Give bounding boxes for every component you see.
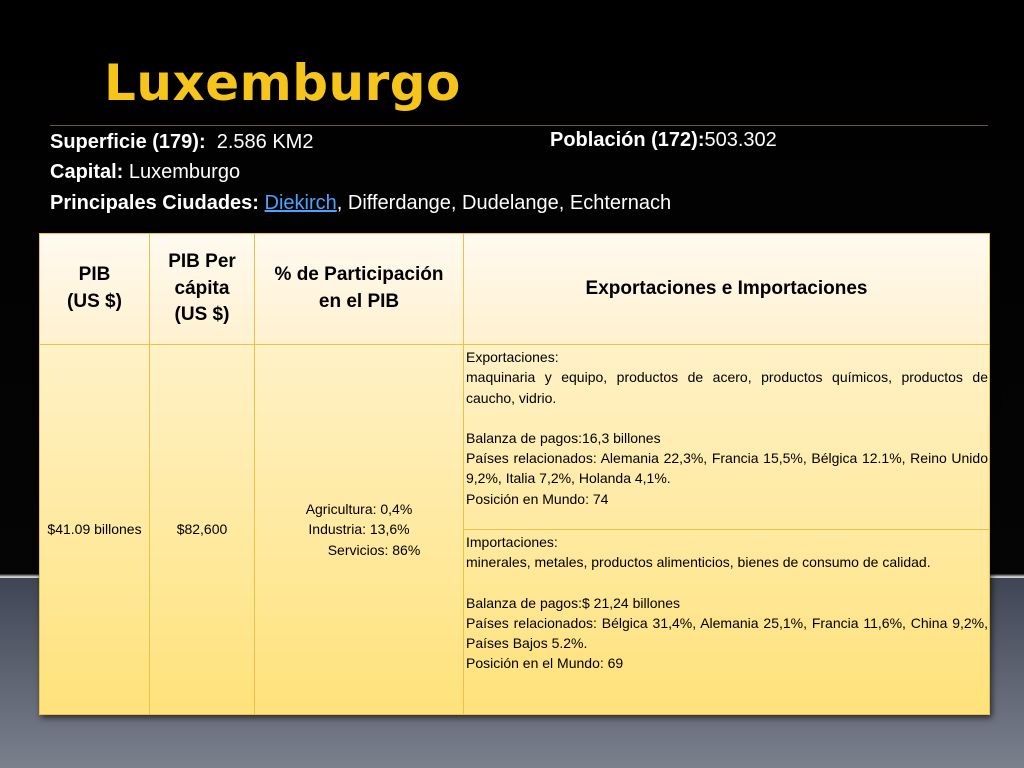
capital-label: Capital: bbox=[50, 161, 124, 183]
capital-line bbox=[50, 161, 240, 184]
economy-table bbox=[39, 233, 990, 715]
superficie-line bbox=[50, 131, 313, 154]
cell-exportaciones bbox=[464, 345, 990, 530]
cell-pib-per-capita: $82,600 bbox=[150, 345, 255, 715]
ciudades-line bbox=[50, 192, 671, 215]
exportaciones-paises: Países relacionados: Alemania 22,3%, Francia 15,5%, Bélgica 12.1%, Reino Unido 9,2%, Italia 7,2%, Holanda 4,1%. bbox=[466, 450, 988, 487]
header-pib-per-capita: PIB Per cápita (US $) bbox=[150, 234, 255, 345]
ciudades-rest: , Differdange, Dudelange, Echternach bbox=[336, 192, 672, 214]
exportaciones-posicion: Posición en Mundo: 74 bbox=[466, 490, 609, 507]
superficie-label: Superficie (179): bbox=[50, 131, 206, 153]
poblacion-value: 503.302 bbox=[704, 129, 777, 151]
industria-value: Industria: 13,6% bbox=[308, 521, 410, 538]
header-exportaciones-importaciones: Exportaciones e Importaciones bbox=[464, 234, 990, 345]
cell-participacion bbox=[255, 345, 464, 715]
slide-title: Luxemburgo bbox=[104, 54, 461, 112]
cell-pib: $41.09 billones bbox=[40, 345, 150, 715]
capital-value: Luxemburgo bbox=[128, 161, 241, 183]
agricultura-value: Agricultura: 0,4% bbox=[305, 501, 413, 518]
superficie-value: 2.586 KM2 bbox=[216, 131, 314, 153]
poblacion-line bbox=[550, 129, 777, 152]
servicios-value: Servicios: 86% bbox=[327, 541, 421, 558]
importaciones-paises: Países relacionados: Bélgica 31,4%, Alemania 25,1%, Francia 11,6%, China 9,2%, Países Bajos 5.2%. bbox=[466, 614, 988, 652]
header-participacion: % de Participación en el PIB bbox=[255, 234, 464, 345]
importaciones-productos: minerales, metales, productos alimenticios, bienes de consumo de calidad. bbox=[466, 554, 931, 571]
ciudades-label: Principales Ciudades: bbox=[50, 192, 259, 214]
importaciones-posicion: Posición en el Mundo: 69 bbox=[466, 655, 624, 672]
table-row bbox=[40, 345, 990, 530]
cell-importaciones bbox=[464, 530, 990, 715]
header-pib: PIB (US $) bbox=[40, 234, 150, 345]
poblacion-label: Población (172): bbox=[550, 129, 705, 151]
title-divider bbox=[50, 125, 988, 126]
exportaciones-productos: maquinaria y equipo, productos de acero, productos químicos, productos de caucho, vidrio. bbox=[466, 369, 988, 406]
table-header-row bbox=[40, 234, 990, 345]
importaciones-balanza: Balanza de pagos:$ 21,24 billones bbox=[466, 594, 681, 611]
exportaciones-heading: Exportaciones: bbox=[466, 349, 559, 365]
exportaciones-balanza: Balanza de pagos:16,3 billones bbox=[466, 429, 661, 446]
diekirch-link[interactable]: Diekirch bbox=[264, 192, 337, 214]
importaciones-heading: Importaciones: bbox=[466, 534, 558, 550]
